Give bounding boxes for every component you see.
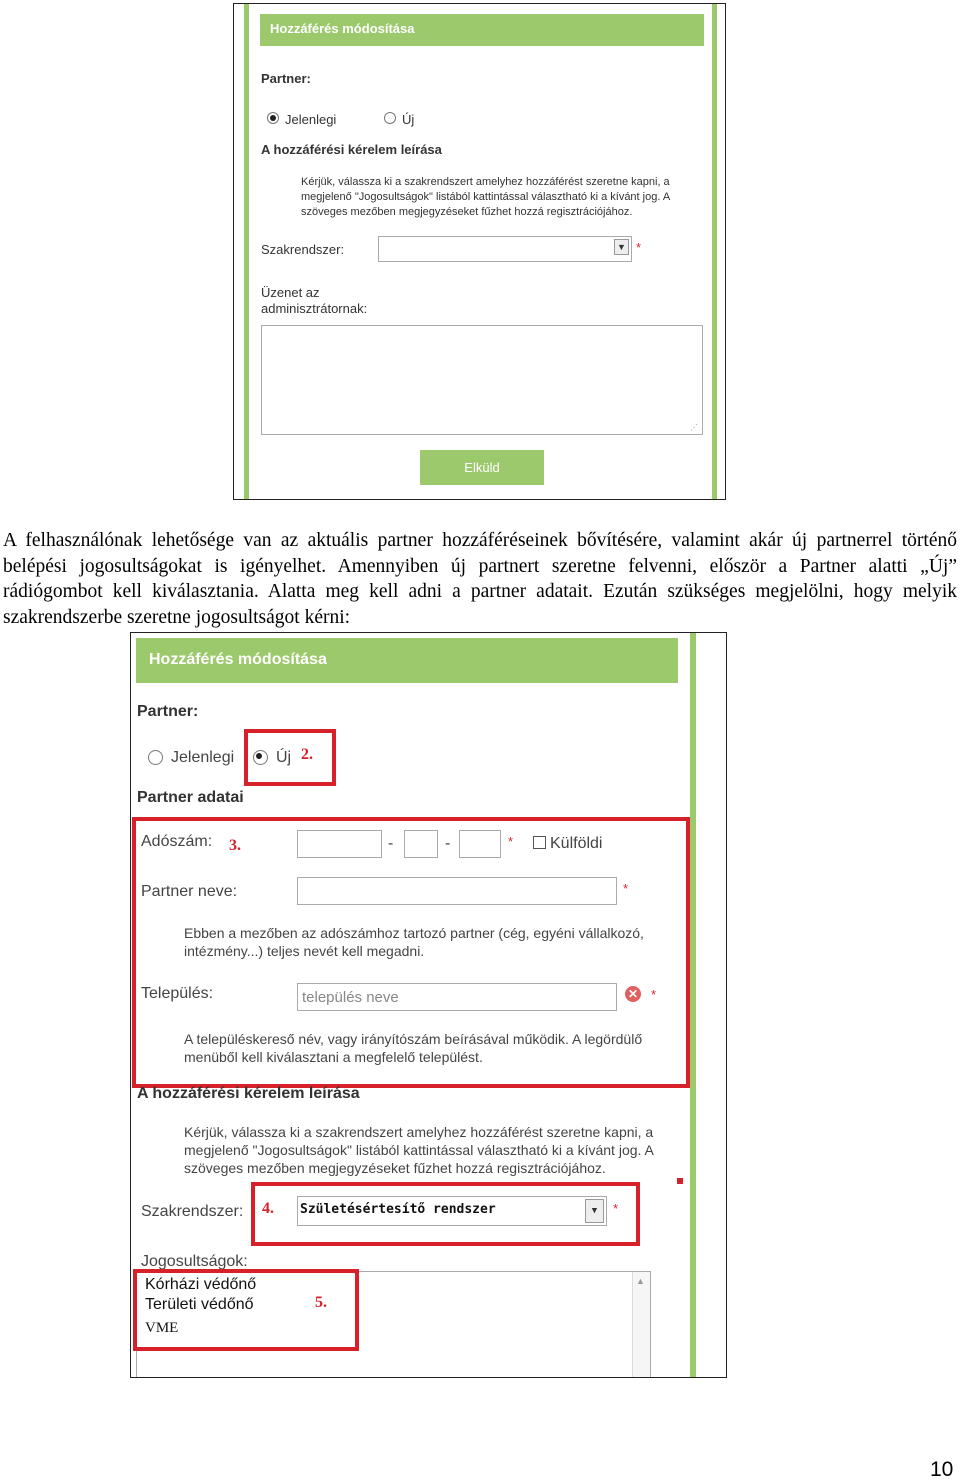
form-header: Hozzáférés módosítása: [136, 638, 678, 683]
listbox-scrollbar[interactable]: [632, 1272, 650, 1378]
tax-number-part1[interactable]: [297, 830, 382, 858]
radio-new-label: Új: [276, 749, 292, 766]
required-mark: *: [623, 881, 629, 896]
dash-separator: -: [445, 835, 451, 852]
resize-handle-icon[interactable]: ⋰: [690, 423, 698, 432]
form-header: Hozzáférés módosítása: [260, 14, 704, 46]
message-label: Üzenet az adminisztrátornak:: [261, 285, 368, 316]
foreign-checkbox[interactable]: [533, 836, 546, 849]
city-placeholder: település neve: [302, 989, 399, 1006]
radio-current-label: Jelenlegi: [285, 112, 337, 127]
dash-separator: -: [388, 835, 394, 852]
step-4-marker: 4.: [262, 1200, 274, 1217]
step-2-marker: 2.: [301, 746, 313, 763]
red-dot-marker: [677, 1178, 683, 1184]
request-section-title: A hozzáférési kérelem leírása: [261, 142, 442, 157]
radio-new-label: Új: [402, 112, 415, 127]
radio-new-partner[interactable]: [384, 112, 396, 124]
partner-label: Partner:: [137, 703, 199, 720]
form-screenshot-new-partner: [130, 632, 727, 1378]
permission-item[interactable]: Kórházi védőnő: [145, 1276, 257, 1293]
required-mark: *: [636, 240, 642, 255]
foreign-label: Külföldi: [550, 835, 603, 852]
radio-current-partner[interactable]: [148, 750, 163, 765]
clear-error-icon[interactable]: ✕: [625, 986, 641, 1002]
request-description: Kérjük, válassza ki a szakrendszert amelyhez hozzáférést szeretne kapni, a megjelenő "Jogosultságok" listából kattintással választható ki a kívánt jog. A szöveges mezőben megjegyzéseket fűzhet hozzá regisztrációjához.: [301, 176, 671, 218]
chevron-down-icon[interactable]: ▼: [614, 239, 629, 255]
scroll-up-icon[interactable]: ▲: [636, 1276, 645, 1286]
system-label: Szakrendszer:: [141, 1203, 244, 1220]
permissions-label: Jogosultságok:: [141, 1253, 248, 1270]
right-green-border: [690, 633, 696, 1377]
message-textarea[interactable]: [261, 325, 703, 435]
permission-item[interactable]: VME: [145, 1320, 179, 1336]
system-selected-value: Születésértesítő rendszer: [300, 1202, 496, 1217]
partner-name-help: Ebben a mezőben az adószámhoz tartozó partner (cég, egyéni vállalkozó, intézmény...) teljes nevét kell megadni.: [184, 925, 644, 959]
radio-current-label: Jelenlegi: [171, 749, 235, 766]
body-paragraph: A felhasználónak lehetősége van az aktuális partner hozzáféréseinek bővítésére, valamint akár új partnerrel történő belépési jogosultságokat is igényelhet. Amennyiben új partnert szeretne felvenni, először a Partner alatti „Új” rádiógombot kell kiválasztania. Alatta meg kell adni a partner adatait. Ezután szükséges megjelölni, hogy melyik szakrendszerbe szeretne jogosultságot kérni:: [3, 530, 957, 628]
partner-data-title: Partner adatai: [137, 789, 244, 806]
chevron-down-icon[interactable]: ▼: [585, 1199, 604, 1223]
submit-button[interactable]: Elküld: [420, 450, 544, 485]
partner-label: Partner:: [261, 71, 311, 86]
required-mark: *: [651, 987, 657, 1002]
partner-name-input[interactable]: [297, 877, 617, 905]
radio-current-partner[interactable]: [267, 112, 279, 124]
tax-number-part2[interactable]: [404, 830, 438, 858]
right-green-border: [712, 4, 717, 499]
left-green-border: [244, 4, 249, 499]
tax-number-part3[interactable]: [459, 830, 501, 858]
city-label: Település:: [141, 985, 214, 1002]
request-description: Kérjük, válassza ki a szakrendszert amelyhez hozzáférést szeretne kapni, a megjelenő "Jogosultságok" listából kattintással választható ki a kívánt jog. A szöveges mezőben megjegyzéseket fűzhet hozzá regisztrációjához.: [184, 1124, 654, 1176]
permission-item[interactable]: Területi védőnő: [145, 1296, 254, 1313]
form-screenshot-current-partner: [233, 3, 726, 500]
required-mark: *: [508, 834, 514, 849]
step-5-marker: 5.: [315, 1294, 327, 1311]
system-select[interactable]: [378, 236, 632, 262]
city-help: A településkereső név, vagy irányítószám beírásával működik. A legördülő menüből kell kiválasztani a megfelelő települést.: [184, 1031, 643, 1065]
required-mark: *: [613, 1201, 619, 1216]
partner-name-label: Partner neve:: [141, 883, 238, 900]
highlight-box-step-2: [244, 729, 336, 786]
system-select[interactable]: [297, 1196, 607, 1226]
step-3-marker: 3.: [229, 837, 241, 854]
page-number: 10: [930, 1458, 954, 1481]
system-label: Szakrendszer:: [261, 242, 345, 257]
tax-number-label: Adószám:: [141, 833, 213, 850]
city-input[interactable]: [297, 983, 617, 1011]
request-section-title: A hozzáférési kérelem leírása: [137, 1085, 360, 1102]
